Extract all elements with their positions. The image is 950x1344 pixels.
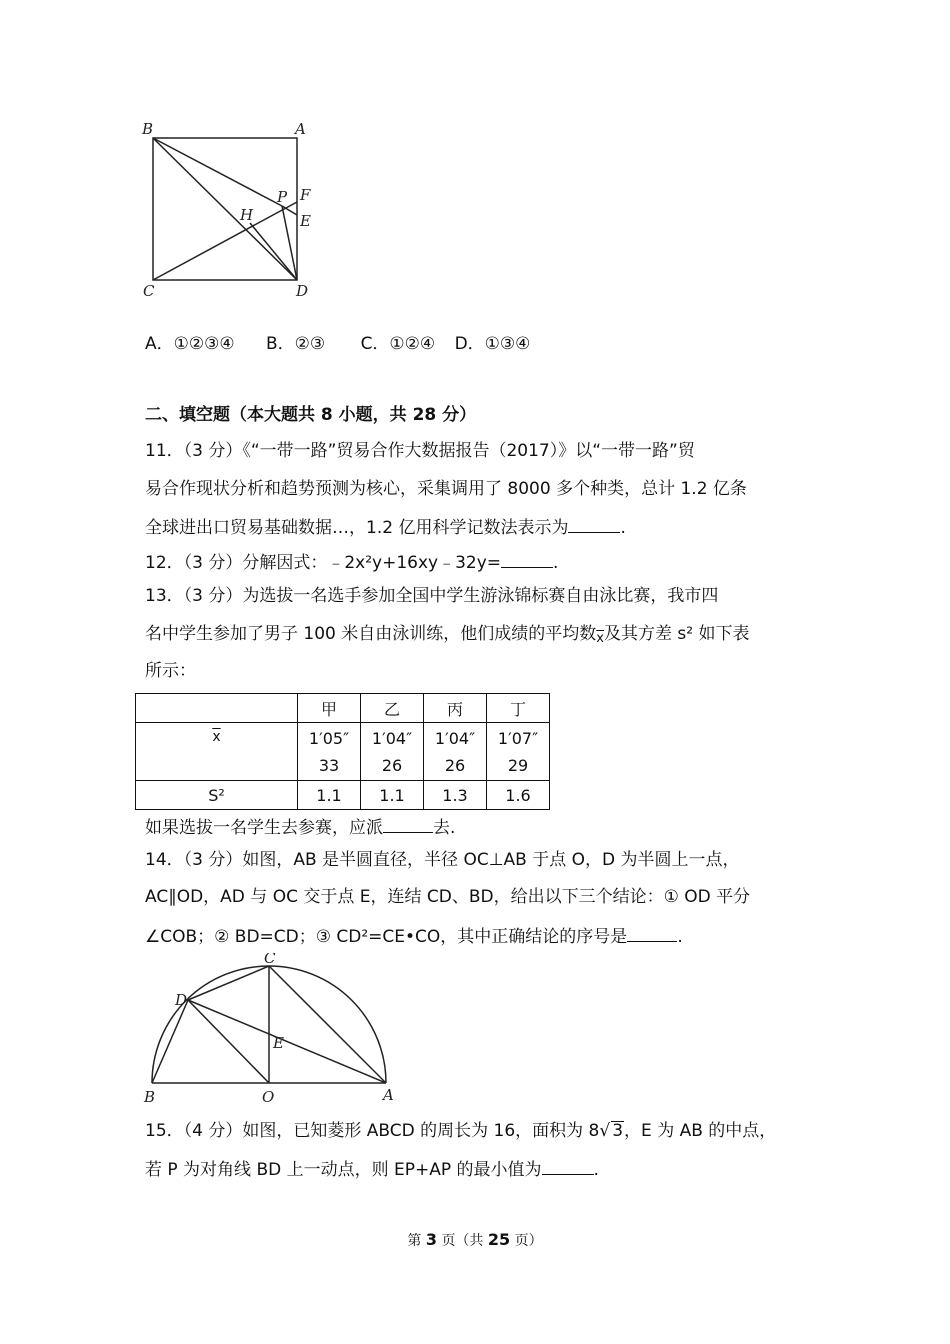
segment-hd (250, 223, 297, 280)
q15-text: 若 P 为对角线 BD 上一动点，则 EP+AP 的最小值为 (145, 1160, 542, 1180)
table-cell: 33 (318, 755, 340, 775)
table-row-mean (136, 723, 550, 781)
q13-line1: 13．（3 分）为选拔一名选手参加全国中学生游泳锦标赛自由泳比赛，我市四 (145, 586, 719, 606)
footer-total-pages: 25 (487, 1230, 511, 1249)
q15-line2 (145, 1157, 599, 1181)
label-b: B (142, 120, 154, 138)
option-a: A．①②③④ (145, 334, 235, 354)
option-d: D．①③④ (454, 334, 531, 354)
q14-line3 (145, 924, 683, 948)
table-cell: 26 (444, 755, 466, 775)
table-cell: 26 (381, 755, 403, 775)
table-row-variance (136, 781, 550, 810)
answer-blank (542, 1157, 594, 1175)
table-header-cell: 乙 (361, 694, 424, 723)
q15-text-a: 15．（4 分）如图，已知菱形 ABCD 的周长为 16，面积为 8 (145, 1121, 600, 1141)
label-d: D (296, 282, 309, 300)
segment-ca (269, 966, 386, 1083)
footer-page-number: 3 (425, 1230, 437, 1249)
option-b: B．②③ (266, 334, 326, 354)
table-header-cell: 丙 (424, 694, 487, 723)
table-header-cell (136, 694, 298, 723)
q11-line3 (145, 515, 626, 539)
footer-mid: 页（共 (441, 1233, 484, 1249)
mean-symbol: $\overline{x}$ (596, 631, 604, 646)
label-o: O (262, 1088, 275, 1106)
label-f: F (300, 186, 311, 204)
page-footer (0, 1230, 950, 1250)
table-cell: 1′05″ (308, 728, 350, 748)
table-cell: 1′07″ (497, 728, 539, 748)
answer-blank (501, 550, 553, 568)
segment-do (188, 1000, 269, 1083)
q11-end: . (620, 518, 626, 538)
q14-line1: 14．（3 分）如图，AB 是半圆直径，半径 OC⊥AB 于点 O，D 为半圆上一点， (145, 850, 740, 870)
figure-square-diagram (140, 118, 320, 303)
label-c: C (264, 953, 276, 967)
label-d: D (175, 991, 188, 1009)
segment-bp (153, 138, 282, 206)
table-cell: 1.1 (361, 781, 424, 810)
q12-end: . (553, 553, 559, 573)
label-e: E (300, 212, 311, 230)
label-h: H (240, 206, 254, 224)
table-cell: 1′04″ (371, 728, 413, 748)
q15-text-b: ，E 为 AB 的中点， (624, 1121, 777, 1141)
table-header-row (136, 694, 550, 723)
segment-da (188, 1000, 386, 1083)
table-cell: 29 (507, 755, 529, 775)
q11-line2: 易合作现状分析和趋势预测为核心，采集调用了 8000 多个种类，总计 1.2 亿条 (145, 479, 747, 499)
label-a: A (383, 1086, 394, 1104)
sqrt-radicand: 3 (612, 1121, 624, 1141)
q13-line2 (145, 623, 749, 650)
score-table (135, 693, 550, 810)
segment-dc (188, 966, 269, 1000)
q13-text-a: 名中学生参加了男子 100 米自由泳训练，他们成绩的平均数 (145, 624, 597, 644)
table-mean-label: $\overline{x}$ (212, 729, 221, 745)
q12-line (145, 550, 558, 574)
q10-options (145, 333, 530, 355)
label-e: E (273, 1034, 284, 1052)
q11-text: 全球进出口贸易基础数据…，1.2 亿用科学记数法表示为 (145, 518, 569, 538)
table-cell: 1.1 (298, 781, 361, 810)
answer-blank (627, 924, 677, 942)
option-c: C．①②④ (360, 334, 436, 354)
segment-pd (282, 206, 297, 280)
q13-after-text-a: 如果选拔一名学生去参赛，应派 (145, 818, 383, 838)
table-cell: 1.3 (424, 781, 487, 810)
q14-text: ∠COB；② BD=CD；③ CD²=CE•CO，其中正确结论的序号是 (145, 927, 628, 947)
q15-line1 (145, 1120, 776, 1142)
footer-pre: 第 (407, 1233, 422, 1249)
segment-bd (153, 138, 297, 280)
q12-text: 12．（3 分）分解因式：﹣2x²y+16xy﹣32y= (145, 553, 502, 573)
q13-line3: 所示： (145, 661, 196, 681)
table-cell: 1′04″ (434, 728, 476, 748)
label-b: B (144, 1088, 156, 1106)
section-title: 二、填空题（本大题共 8 小题，共 28 分） (145, 405, 477, 425)
q14-end: . (677, 927, 683, 947)
label-c: C (143, 282, 155, 300)
q11-line1: 11．（3 分）《“一带一路”贸易合作大数据报告（2017）》以“一带一路”贸 (145, 441, 695, 461)
q14-line2: AC∥OD，AD 与 OC 交于点 E，连结 CD、BD，给出以下三个结论：① OD 平分 (145, 887, 751, 907)
label-p: P (277, 188, 288, 206)
segment-cf (153, 202, 297, 280)
q13-after-text-b: 去. (433, 818, 456, 838)
sqrt-sign: √ (599, 1121, 611, 1141)
table-header-cell: 甲 (298, 694, 361, 723)
segment-db (152, 1000, 188, 1083)
figure-semicircle-diagram (140, 953, 400, 1108)
answer-blank (383, 815, 433, 833)
table-header-cell: 丁 (487, 694, 550, 723)
q13-text-b: 及其方差 s² 如下表 (603, 624, 750, 644)
table-cell: 1.6 (487, 781, 550, 810)
table-variance-label: S² (136, 781, 298, 810)
footer-post: 页） (514, 1233, 543, 1249)
answer-blank (568, 515, 620, 533)
q13-after (145, 815, 455, 839)
label-a: A (295, 120, 306, 138)
q15-end: . (593, 1160, 599, 1180)
